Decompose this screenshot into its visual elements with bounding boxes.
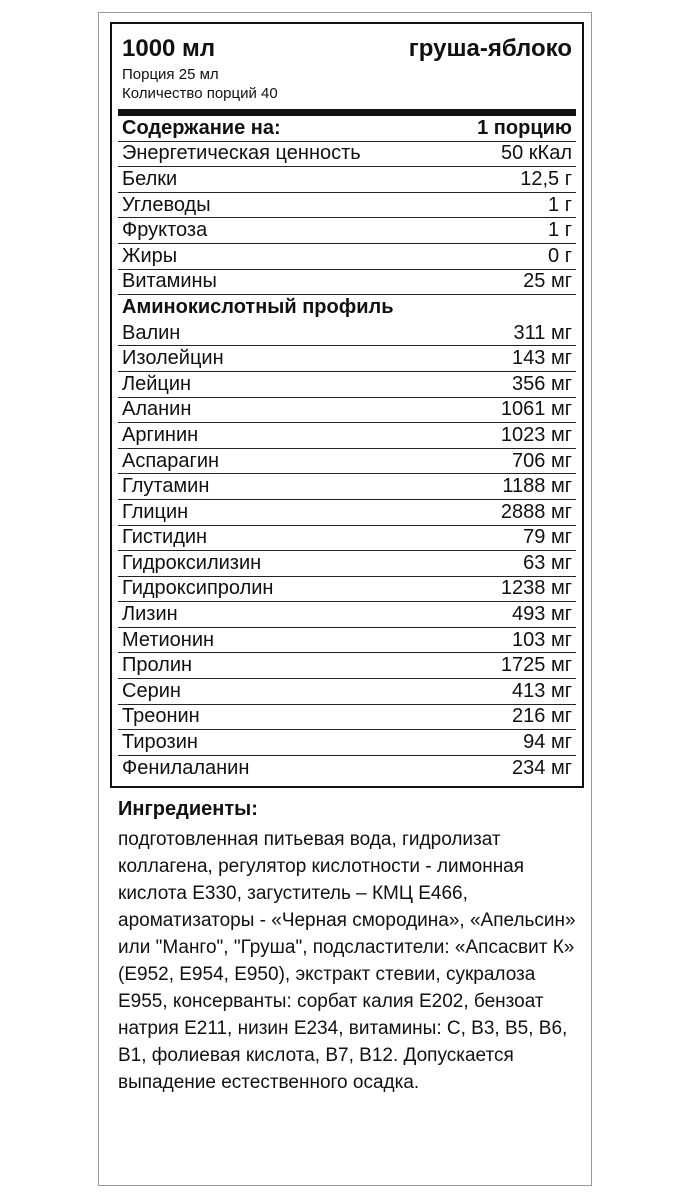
amino-value: 103 мг xyxy=(512,628,572,651)
amino-value: 1188 мг xyxy=(502,475,572,498)
ingredients-title: Ингредиенты: xyxy=(118,798,258,820)
amino-value: 79 мг xyxy=(523,526,572,549)
nutrient-row xyxy=(118,193,576,219)
amino-value: 94 мг xyxy=(523,731,572,754)
amino-label: Метионин xyxy=(122,628,215,651)
amino-label: Пролин xyxy=(122,654,193,677)
amino-label: Серин xyxy=(122,679,181,702)
amino-value: 1023 мг xyxy=(500,423,572,446)
nutrient-row xyxy=(118,270,576,296)
nutrient-label: Белки xyxy=(122,167,178,190)
table-header-row xyxy=(118,116,576,142)
nutrient-value: 1 г xyxy=(548,193,572,216)
amino-row xyxy=(118,653,576,679)
amino-label: Глутамин xyxy=(122,475,210,498)
amino-label: Фенилаланин xyxy=(122,757,250,780)
nutrition-rows xyxy=(118,116,576,781)
amino-row xyxy=(118,628,576,654)
amino-value: 356 мг xyxy=(512,372,572,395)
amino-label: Треонин xyxy=(122,705,200,728)
nutrient-label: Углеводы xyxy=(122,193,211,216)
nutrient-label: Энергетическая ценность xyxy=(122,142,361,165)
nutrient-label: Жиры xyxy=(122,244,178,267)
amino-label: Аргинин xyxy=(122,423,199,446)
amino-value: 1238 мг xyxy=(500,577,572,600)
amino-value: 63 мг xyxy=(523,551,572,574)
amino-label: Аланин xyxy=(122,398,192,421)
thick-divider xyxy=(118,109,576,116)
amino-row xyxy=(118,423,576,449)
amino-label: Лизин xyxy=(122,603,178,626)
nutrient-label: Витамины xyxy=(122,270,217,293)
amino-value: 143 мг xyxy=(512,347,572,370)
amino-row xyxy=(118,526,576,552)
amino-heading-row xyxy=(118,295,576,321)
amino-label: Гистидин xyxy=(122,526,208,549)
nutrient-row xyxy=(118,218,576,244)
amino-label: Глицин xyxy=(122,500,189,523)
nutrient-value: 12,5 г xyxy=(520,167,572,190)
amino-row xyxy=(118,730,576,756)
amino-value: 216 мг xyxy=(512,705,572,728)
ingredients-text: подготовленная питьевая вода, гидролизат коллагена, регулятор кислотности - лимонная кислота E330, загуститель – КМЦ E466, ароматизаторы - «Черная смородина», «Апельсин» или "Манго", "Груша", подсластители: «Апсасвит К» (E952, E954, E950), экстракт стевии, сукралоза E955, консерванты: сорбат калия E202, бензоат натрия E211, низин E234, витамины: C, B3, B5, B6, B1, фолиевая кислота, B7, B12. Допускается выпадение естественного осадка. xyxy=(118,829,576,1093)
amino-label: Валин xyxy=(122,321,181,344)
amino-label: Аспарагин xyxy=(122,449,220,472)
amino-value: 413 мг xyxy=(512,679,572,702)
amino-label: Лейцин xyxy=(122,372,192,395)
amino-heading: Аминокислотный профиль xyxy=(122,296,394,319)
nutrient-row xyxy=(118,244,576,270)
amino-row xyxy=(118,346,576,372)
flavor-text: груша-яблоко xyxy=(408,35,572,62)
amino-value: 1725 мг xyxy=(500,654,572,677)
amino-row xyxy=(118,449,576,475)
amino-label: Гидроксипролин xyxy=(122,577,274,600)
nutrition-panel xyxy=(110,22,584,788)
amino-value: 706 мг xyxy=(512,449,572,472)
servings-count: Количество порций 40 xyxy=(122,85,278,102)
amino-row xyxy=(118,705,576,731)
table-header-label: Содержание на: xyxy=(122,116,281,139)
table-header-value: 1 порцию xyxy=(477,116,572,139)
amino-value: 311 мг xyxy=(513,321,572,344)
serving-size: Порция 25 мл xyxy=(122,66,219,83)
amino-value: 1061 мг xyxy=(500,398,572,421)
amino-label: Изолейцин xyxy=(122,347,224,370)
amino-row xyxy=(118,679,576,705)
nutrient-row xyxy=(118,167,576,193)
volume-text: 1000 мл xyxy=(122,35,216,62)
amino-row xyxy=(118,474,576,500)
amino-value: 2888 мг xyxy=(500,500,572,523)
nutrient-label: Фруктоза xyxy=(122,219,208,242)
nutrient-value: 0 г xyxy=(548,244,572,267)
amino-row xyxy=(118,551,576,577)
amino-row xyxy=(118,756,576,782)
amino-label: Гидроксилизин xyxy=(122,551,262,574)
amino-row xyxy=(118,372,576,398)
amino-value: 493 мг xyxy=(512,603,572,626)
nutrient-row xyxy=(118,142,576,168)
amino-value: 234 мг xyxy=(512,757,572,780)
amino-row xyxy=(118,321,576,347)
amino-row xyxy=(118,500,576,526)
amino-row xyxy=(118,577,576,603)
product-header xyxy=(122,32,572,66)
amino-row xyxy=(118,602,576,628)
nutrient-value: 1 г xyxy=(548,219,572,242)
nutrient-value: 25 мг xyxy=(523,270,572,293)
nutrient-value: 50 кКал xyxy=(501,142,572,165)
amino-row xyxy=(118,398,576,424)
amino-label: Тирозин xyxy=(122,731,198,754)
